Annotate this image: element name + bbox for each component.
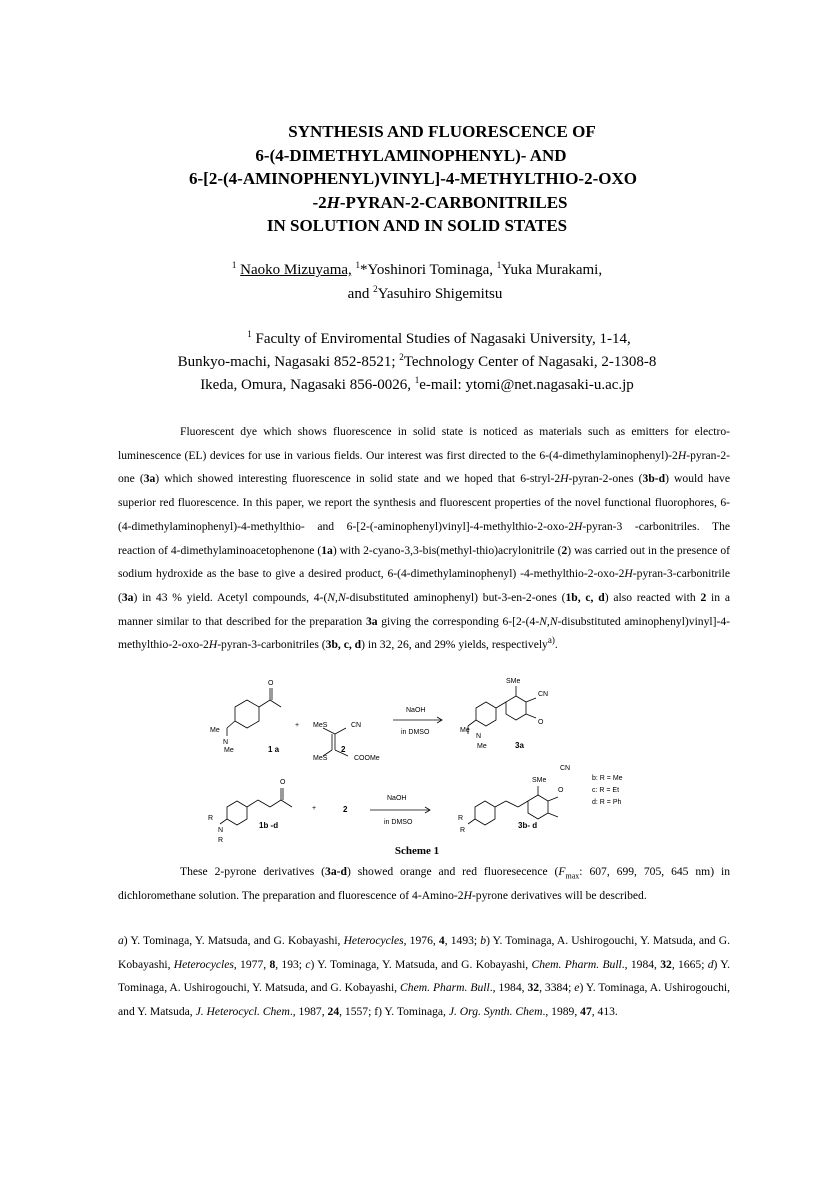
title-line-5: IN SOLUTION AND IN SOLID STATES	[266, 216, 568, 235]
substituent-d: d: R = Ph	[592, 799, 622, 806]
scheme-r-2: R	[218, 837, 224, 844]
compound-1a-label: 1 a	[268, 745, 280, 754]
benzene-ring-1bd	[227, 801, 247, 825]
scheme-naoh-1: NaOH	[406, 707, 426, 714]
results-text: These 2-pyrone derivatives (3a-d) showed orange and red fluoresecence ($F_{max}$: 607, 699, 705, 645 nm) in dichloromethane solution. The preparation and fluorescence of 4-Amino-2H-pyrone derivatives will be described.	[118, 865, 730, 902]
scheme-r-1: R	[208, 815, 214, 822]
author-list: $^1$ Naoko Mizuyama, $^1$*Yoshinori Tominaga, $^1$Yuka Murakami, and $^2$Yasuhiro Shigemitsu	[231, 260, 603, 302]
author-3: Yuka Murakami,	[501, 262, 603, 278]
substituent-c: c: R = Et	[592, 787, 620, 794]
paper-title	[0, 120, 834, 238]
scheme-dmso-2: in DMSO	[384, 819, 413, 826]
compound-2-label-2: 2	[343, 805, 348, 814]
compound-1bd-label: 1b -d	[259, 821, 279, 830]
pyrone-ring-3a	[506, 696, 526, 720]
scheme-mes-1: MeS	[313, 722, 328, 729]
scheme-caption: Scheme 1	[394, 845, 440, 857]
benzene-ring-1a	[235, 700, 259, 728]
scheme-n: N	[223, 739, 229, 746]
presenting-author: Naoko Mizuyama,	[240, 262, 352, 278]
scheme-n-3a: N	[476, 733, 482, 740]
scheme-o: O	[268, 680, 274, 687]
scheme-plus: +	[295, 722, 300, 729]
scheme-me-3a: Me	[460, 727, 470, 734]
title-line-1: SYNTHESIS AND FLUORESCENCE OF	[288, 122, 596, 141]
scheme-cn-3a: CN	[538, 691, 549, 698]
scheme-r-4: R	[460, 827, 466, 834]
title-line-2: 6-(4-DIMETHYLAMINOPHENYL)- AND	[255, 145, 567, 165]
scheme-me-2: Me	[224, 747, 234, 754]
email-address: e-mail: ytomi@net.nagasaki-u.ac.jp	[419, 377, 634, 393]
scheme-mes-2: MeS	[313, 755, 328, 762]
title-line-4: -2H-PYRAN-2-CARBONITRILES	[312, 192, 568, 212]
references: a) Y. Tominaga, Y. Matsuda, and G. Kobayashi, Heterocycles, 1976, 4, 1493; b) Y. Tominaga, A. Ushirogouchi, Y. Matsuda, and G. Kobayashi, Heterocycles, 1977, 8, 193; c) Y. Tominaga, Y. Matsuda, and G. Kobayashi, Chem. Pharm. Bull., 1984, 32, 1665; d) Y. Tominaga, A. Ushirogouchi, Y. Matsuda, and G. Kobayashi, Chem. Pharm. Bull., 1984, 32, 3384; e) Y. Tominaga, A. Ushirogouchi, and Y. Matsuda, J. Heterocycl. Chem., 1987, 24, 1557; f) Y. Tominaga, J. Org. Synth. Chem., 1989, 47, 413.	[118, 934, 731, 1018]
scheme-n-1bd: N	[218, 827, 224, 834]
affiliation: $^1$ Faculty of Enviromental Studies of Nagasaki University, 1-14, Bunkyo-machi, Nagasaki 852-8521; $^2$Technology Center of Nagasaki, 2-1308-8 Ikeda, Omura, Nagasaki 856-0026, $^1$e-mail: ytomi@net.nagasaki-u.ac.jp	[177, 329, 657, 393]
abstract-text: Fluorescent dye which shows fluorescence in solid state is noticed as materials such as emitters for electro-luminescence (EL) devices for use in various fields. Our interest was first directed to the 6-(4-dimethylaminophenyl)-2H-pyran-2-one (3a) which showed interesting fluorescence in solid state and we hoped that 6-stryl-2H-pyran-2-ones (3b-d) would have superior red fluorescence. In this paper, we report the synthesis and fluorescent properties of the novel functional fluorophores, 6-(4-dimethylaminophenyl)-4-methylthio- and 6-[2-(-aminophenyl)vinyl]-4-methylthio-2-oxo-2H-pyran-3 -carbonitriles. The reaction of 4-dimethylaminoacetophenone (1a) with 2-cyano-3,3-bis(methyl-thio)acrylonitrile (2) was carried out in the presence of sodium hydroxide as the base to give a desired product, 6-(4-dimethylaminophenyl) -4-methylthio-2-oxo-2H-pyran-3-carbonitrile (3a) in 43 % yield. Acetyl compounds, 4-(N,N-disubstituted aminophenyl) but-3-en-2-ones (1b, c, d) also reacted with 2 in a manner similar to that described for the preparation 3a giving the corresponding 6-[2-(4-N,N-disubstituted aminophenyl)vinyl]-4-methylthio-2-oxo-2H-pyran-3-carbonitriles (3b, c, d) in 32, 26, and 29% yields, respectively$^{a)}$.	[118, 425, 731, 652]
scheme-sme-3a: SMe	[506, 678, 521, 685]
scheme-cn-3bd: CN	[560, 765, 571, 772]
scheme-cn-1: CN	[351, 722, 362, 729]
scheme-r-3: R	[458, 815, 464, 822]
compound-3a-label: 3a	[515, 741, 524, 750]
corresponding-author: *Yoshinori Tominaga,	[360, 262, 494, 278]
scheme-o-3bd: O	[558, 787, 564, 794]
scheme-o-3a: O	[538, 719, 544, 726]
reaction-scheme	[180, 672, 650, 844]
scheme-me-3a-2: Me	[477, 743, 487, 750]
benzene-ring-3a	[476, 702, 496, 726]
benzene-ring-3bd	[475, 801, 495, 825]
title-line-3: 6-[2-(4-AMINOPHENYL)VINYL]-4-METHYLTHIO-2-OXO	[189, 169, 637, 188]
substituent-b: b: R = Me	[592, 775, 623, 782]
scheme-plus-2: +	[312, 805, 317, 812]
scheme-me: Me	[210, 727, 220, 734]
scheme-coome: COOMe	[354, 755, 380, 762]
scheme-o-1bd: O	[280, 779, 286, 786]
author-4: Yasuhiro Shigemitsu	[377, 286, 503, 302]
scheme-dmso-1: in DMSO	[401, 729, 430, 736]
pyrone-ring-3bd	[528, 795, 548, 819]
scheme-sme-3bd: SMe	[532, 777, 547, 784]
compound-2-label: 2	[341, 745, 346, 754]
compound-3bd-label: 3b- d	[518, 821, 538, 830]
scheme-naoh-2: NaOH	[387, 795, 407, 802]
